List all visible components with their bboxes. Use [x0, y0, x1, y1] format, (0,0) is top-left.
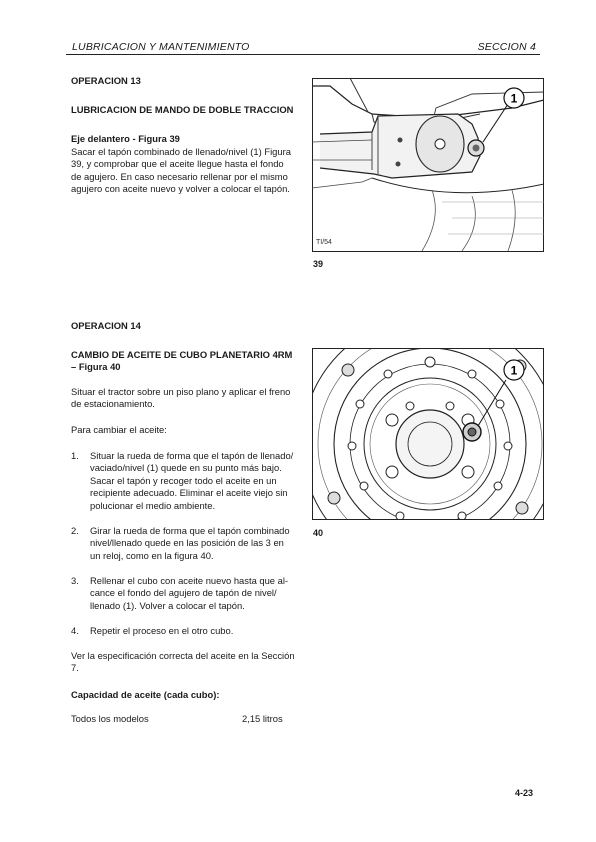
- header-section-number: SECCION 4: [477, 41, 536, 53]
- op13-line: de agujero. En caso necesario rellenar por el mismo: [71, 170, 288, 182]
- header-rule: [66, 54, 540, 55]
- op14-paragraph: Para cambiar el aceite:: [71, 424, 167, 435]
- step-number: 2.: [71, 525, 79, 536]
- figure-39-number: 39: [313, 259, 324, 269]
- op14-intro-line: de estacionamiento.: [71, 398, 155, 410]
- step-number: 3.: [71, 575, 79, 586]
- figure-39-callout: 1: [510, 91, 518, 106]
- step-line: nivel/llenado quede en las posición de las 3 en: [90, 537, 284, 549]
- step-line: un reloj, como en la figura 40.: [90, 549, 214, 561]
- capacity-value: 2,15 litros: [242, 713, 283, 724]
- op14-subtitle: [71, 349, 307, 374]
- spec-line: Ver la especificación correcta del aceite en la Sección: [71, 650, 295, 661]
- step-line: Girar la rueda de forma que el tapón combinado: [90, 525, 290, 536]
- op14-spec-note: [71, 650, 307, 675]
- page-number: 4-23: [515, 788, 534, 798]
- capacity-heading: Capacidad de aceite (cada cubo):: [71, 689, 220, 700]
- step-text: [90, 625, 298, 637]
- op13-line: 39, y comprobar que el aceite llegue hasta el fondo: [71, 158, 284, 170]
- op13-section-heading: Eje delantero - Figura 39: [71, 133, 180, 144]
- step-line: Situar la rueda de forma que el tapón de llenado/: [90, 450, 294, 461]
- op13-subtitle: LUBRICACION DE MANDO DE DOBLE TRACCION: [71, 104, 294, 115]
- op13-line: agujero con aceite nuevo y volver a colocar el tapón.: [71, 183, 290, 195]
- step-line: vaciado/nivel (1) quede en su punto más bajo.: [90, 462, 282, 474]
- capacity-label: Todos los modelos: [71, 713, 149, 724]
- op14-subtitle-line: CAMBIO DE ACEITE DE CUBO PLANETARIO 4RM: [71, 349, 293, 360]
- figure-40-callout: 1: [510, 363, 518, 378]
- figure-39-code: TI/54: [316, 239, 332, 246]
- figure-40-planetary-hub-illustration: [312, 348, 544, 520]
- step-number: 1.: [71, 450, 79, 461]
- header-section-title: LUBRICACION Y MANTENIMIENTO: [72, 41, 250, 53]
- step-text: [90, 450, 298, 512]
- step-line: Rellenar el cubo con aceite nuevo hasta que al-: [90, 575, 289, 586]
- op14-intro-line: Situar el tractor sobre un piso plano y aplicar el freno: [71, 386, 291, 397]
- step-text: [90, 525, 298, 562]
- op13-title: OPERACION 13: [71, 75, 141, 86]
- step-line: cance el fondo del agujero de tapón de nivel/: [90, 587, 277, 599]
- op14-intro: [71, 386, 307, 411]
- step-line: recipiente adecuado. Eliminar el aceite viejo sin: [90, 487, 288, 499]
- op14-title: OPERACION 14: [71, 320, 141, 331]
- op13-line: Sacar el tapón combinado de llenado/nivel (1) Figura: [71, 146, 291, 157]
- step-number: 4.: [71, 625, 79, 636]
- step-line: Repetir el proceso en el otro cubo.: [90, 625, 234, 636]
- spec-line: 7.: [71, 662, 79, 674]
- step-line: llenado (1). Volver a colocar el tapón.: [90, 599, 245, 611]
- step-line: Sacar el tapón y recoger todo el aceite en un: [90, 474, 277, 486]
- op14-subtitle-line: – Figura 40: [71, 361, 121, 373]
- op13-paragraph: [71, 146, 301, 196]
- figure-39-front-axle-illustration: [312, 78, 544, 252]
- step-text: [90, 575, 298, 612]
- figure-40-number: 40: [313, 528, 324, 538]
- step-line: polucionar el medio ambiente.: [90, 499, 216, 511]
